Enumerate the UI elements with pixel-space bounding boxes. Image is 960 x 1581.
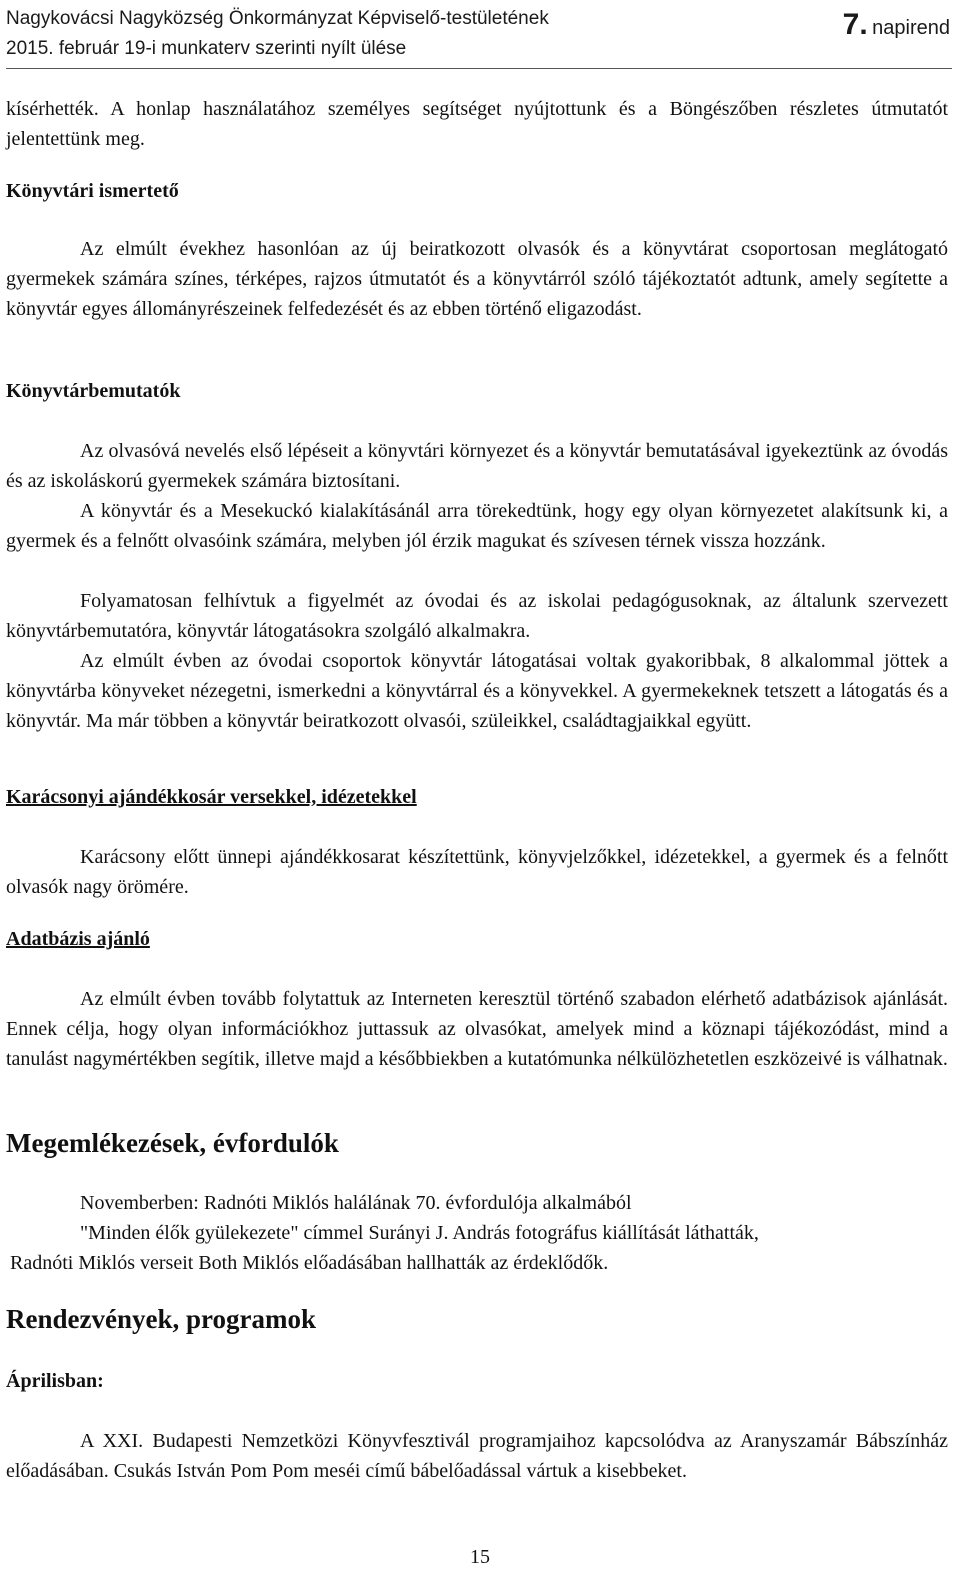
heading-karacsonyi-ajandekkosar: Karácsonyi ajándékkosár versekkel, idézetekkel (6, 786, 417, 808)
header-subtitle: 2015. február 19-i munkaterv szerinti nyílt ülése (6, 38, 407, 59)
header-title: Nagykovácsi Nagyközség Önkormányzat Képviselő-testületének (6, 8, 549, 29)
paragraph-karacsony: Karácsony előtt ünnepi ajándékkosarat készítettünk, könyvjelzőkkel, idézetekkel, a gyermek és a felnőtt olvasók nagy örömére. (6, 846, 948, 898)
heading-megemlekezesek: Megemlékezések, évfordulók (6, 1128, 339, 1158)
heading-konyvtarbemutatok: Könyvtárbemutatók (6, 380, 181, 402)
heading-adatbazis-ajanlo: Adatbázis ajánló (6, 928, 150, 950)
page-number: 15 (470, 1546, 490, 1568)
paragraph-bemutatok-3: Folyamatosan felhívtuk a figyelmét az óvodai és az iskolai pedagógusoknak, az általunk szervezett könyvtárbemutatóra, könyvtár látogatásokra szolgáló alkalmakra. (6, 590, 948, 642)
agenda-item-text: napirend (872, 17, 950, 39)
agenda-item-number: 7. (842, 8, 868, 41)
paragraph-rendezvenyek: A XXI. Budapesti Nemzetközi Könyvfesztivál programjaihoz kapcsolódva az Aranyszamár Bábszínház előadásában. Csukás István Pom Pom meséi című bábelőadással vártuk a kisebbeket. (6, 1430, 948, 1482)
megemlekezes-line-3: Radnóti Miklós verseit Both Miklós előadásában hallhatták az érdeklődők. (10, 1252, 609, 1274)
paragraph-adatbazis: Az elmúlt évben tovább folytattuk az Interneten keresztül történő szabadon elérhető adatbázisok ajánlását. Ennek célja, hogy olyan információkhoz juttassuk az olvasókat, amelyek mind a köznapi tájékozódást, mind a tanulást nagymértékben segítik, illetve majd a későbbiekben a kutatómunka nélkülözhetetlen eszközeivé is válhatnak. (6, 988, 948, 1070)
header-divider (6, 68, 952, 69)
heading-rendezvenyek: Rendezvények, programok (6, 1304, 316, 1334)
paragraph-bemutatok-4: Az elmúlt évben az óvodai csoportok könyvtár látogatásai voltak gyakoribbak, 8 alkalommal jöttek a könyvtárba könyveket nézegetni, ismerkedni a könyvtárral és a könyvekkel. A gyermekeknek tetszett a látogatás és a könyvtár. Ma már többen a könyvtár beiratkozott olvasói, szüleikkel, családtagjaikkal együtt. (6, 650, 948, 732)
agenda-item-label (843, 8, 950, 42)
subheading-aprilisban: Áprilisban: (6, 1370, 104, 1392)
heading-konyvtari-ismerteto: Könyvtári ismertető (6, 180, 179, 202)
paragraph-bemutatok-2: A könyvtár és a Mesekuckó kialakításánál arra törekedtünk, hogy egy olyan környezetet alakítsunk ki, a gyermek és a felnőtt olvasóink számára, melyben jól érzik magukat és szívesen térnek vissza hozzánk. (6, 500, 948, 552)
megemlekezes-line-1: Novemberben: Radnóti Miklós halálának 70. évfordulója alkalmából (80, 1192, 632, 1214)
megemlekezes-line-2: "Minden élők gyülekezete" címmel Surányi J. András fotográfus kiállítását láthatták, (80, 1222, 759, 1244)
paragraph-bemutatok-1: Az olvasóvá nevelés első lépéseit a könyvtári környezet és a könyvtár bemutatásával igyekeztünk az óvodás és az iskoláskorú gyermekek számára biztosítani. (6, 440, 948, 492)
paragraph-ismerteto: Az elmúlt évekhez hasonlóan az új beiratkozott olvasók és a könyvtárat csoportosan meglátogató gyermekek számára színes, térképes, rajzos útmutatót és a könyvtárról szóló tájékoztatót adtunk, amely segítette a könyvtár egyes állományrészeinek felfedezését és az ebben történő eligazodást. (6, 238, 948, 320)
intro-paragraph: kísérhették. A honlap használatához személyes segítséget nyújtottunk és a Böngészőben részletes útmutatót jelentettünk meg. (6, 98, 948, 150)
